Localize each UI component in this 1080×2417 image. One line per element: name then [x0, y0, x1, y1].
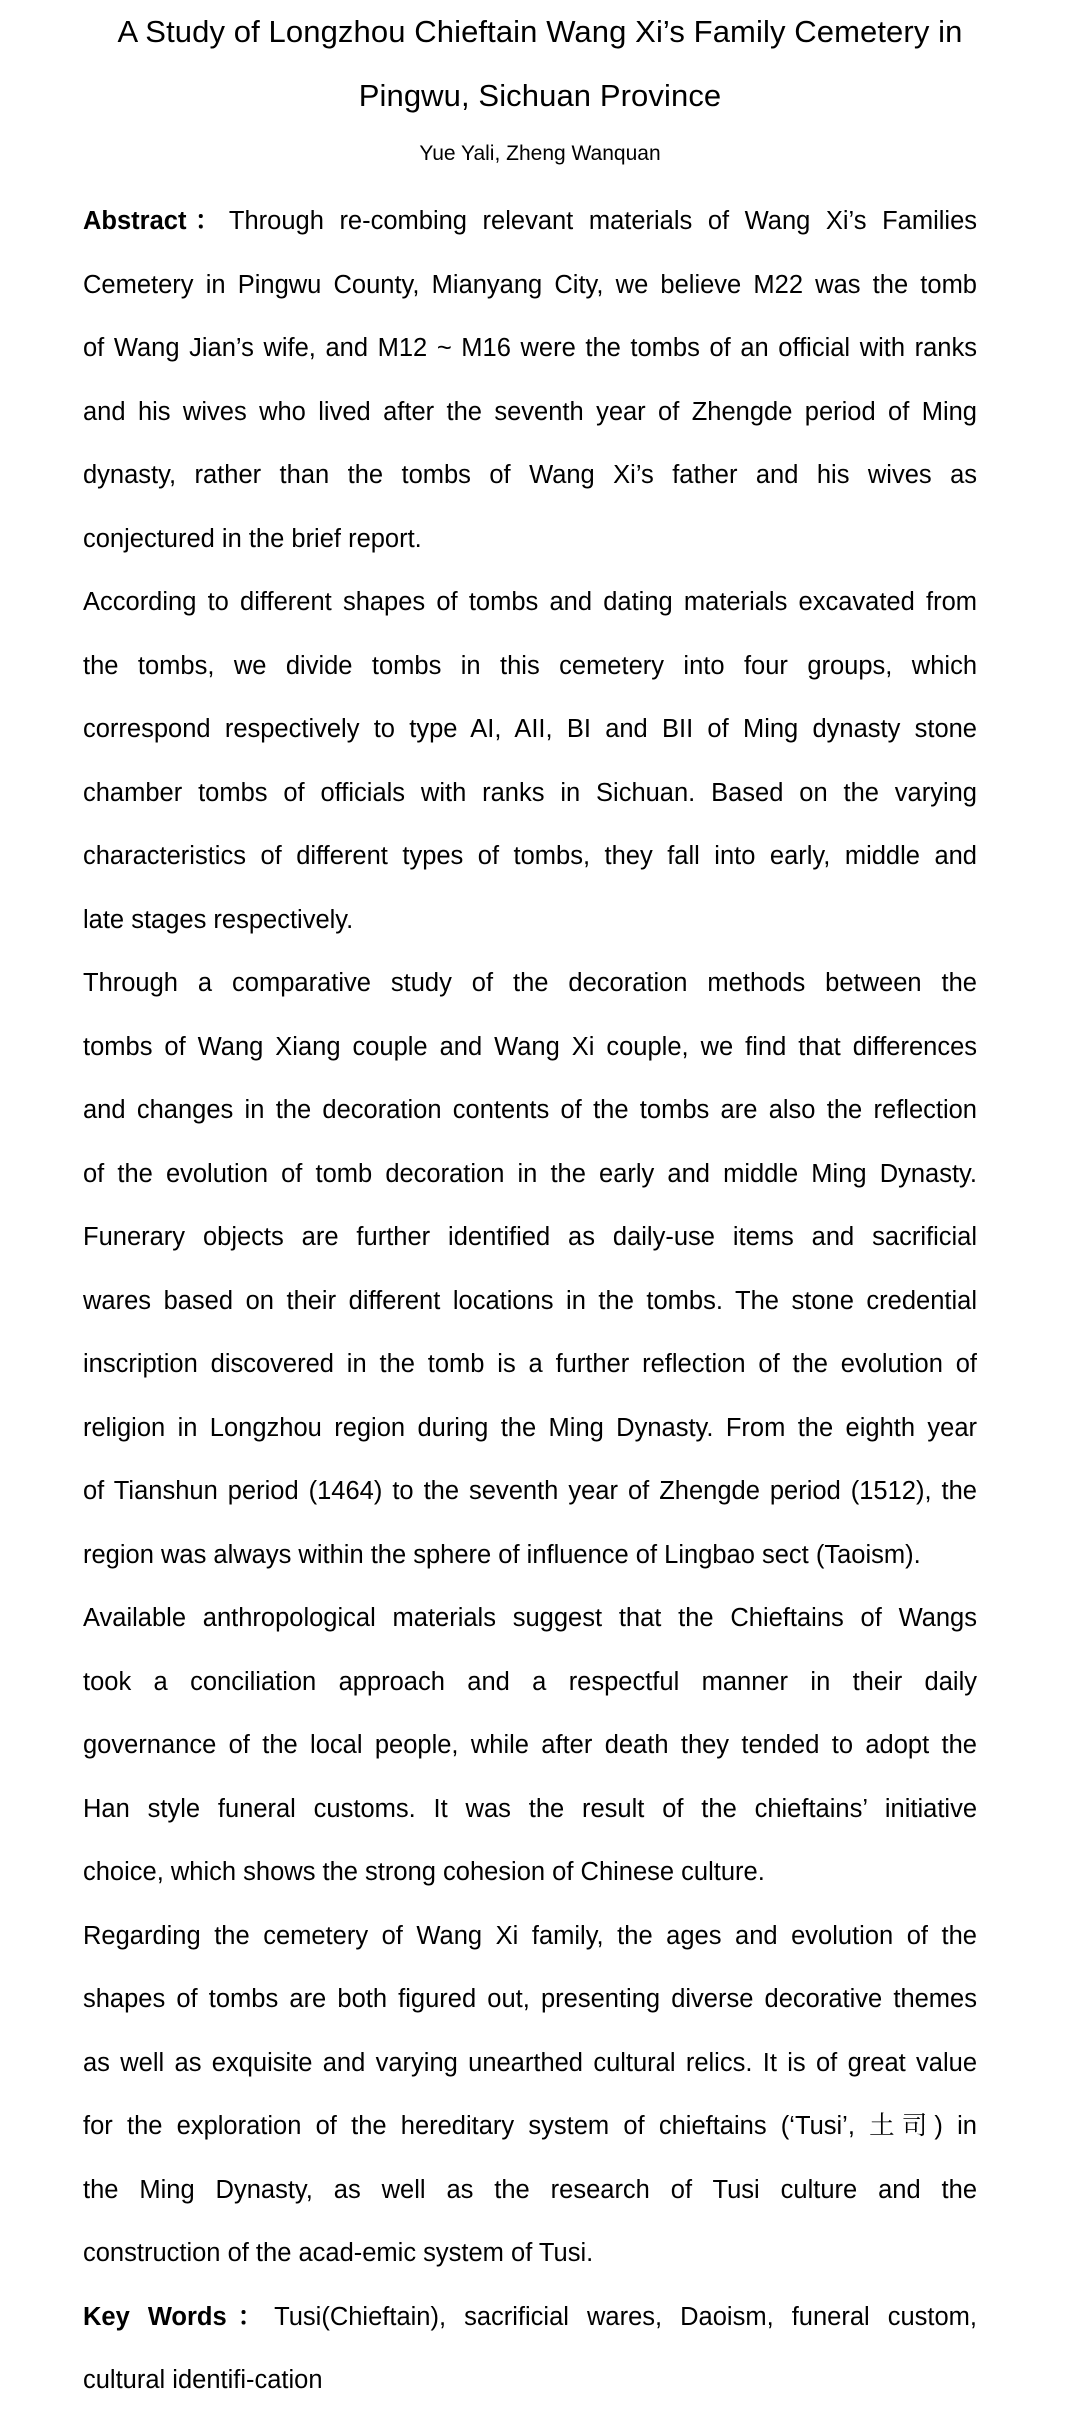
keywords-text: Tusi(Chieftain), sacrificial wares, Daoism, funeral custom,: [274, 2302, 977, 2331]
abstract-paragraph-3: [83, 952, 977, 1587]
abstract-paragraph-2: [83, 571, 977, 952]
text-line: characteristics of different types of tombs, they fall into early, middle and: [83, 842, 977, 870]
abstract-body: [83, 190, 977, 2413]
text-line: [83, 2286, 977, 2350]
text-line: for the exploration of the hereditary system of chieftains (‘Tusi’, 土司) in: [83, 2112, 977, 2140]
text-line: According to different shapes of tombs and dating materials excavated from: [83, 588, 977, 616]
keywords-paragraph: [83, 2286, 977, 2413]
paper-authors: Yue Yali, Zheng Wanquan: [419, 142, 661, 165]
text-line: region was always within the sphere of influence of Lingbao sect (Taoism).: [83, 1540, 921, 1569]
text-line: chamber tombs of officials with ranks in Sichuan. Based on the varying: [83, 778, 977, 807]
text-line: Regarding the cemetery of Wang Xi family, the ages and evolution of the: [83, 1921, 977, 1950]
text-line: of Tianshun period (1464) to the seventh year of Zhengde period (1512), the: [83, 1477, 977, 1505]
text-line: Cemetery in Pingwu County, Mianyang City, we believe M22 was the tomb: [83, 270, 977, 299]
abstract-label: Abstract：: [83, 207, 229, 235]
text-line: Through a comparative study of the decoration methods between the: [83, 969, 977, 997]
text-line: late stages respectively.: [83, 905, 354, 934]
text-line: cultural identifi-cation: [83, 2366, 323, 2394]
text-line: conjectured in the brief report.: [83, 524, 422, 553]
text-line: shapes of tombs are both figured out, presenting diverse decorative themes: [83, 1985, 977, 2013]
text-line: Funerary objects are further identified as daily-use items and sacrificial: [83, 1223, 977, 1251]
text-line: and his wives who lived after the seventh year of Zhengde period of Ming: [83, 397, 977, 426]
text-line: construction of the acad-emic system of Tusi.: [83, 2239, 594, 2267]
keywords-label: Key Words：: [83, 2302, 275, 2331]
text-line: inscription discovered in the tomb is a further reflection of the evolution of: [83, 1350, 977, 1378]
text-line-content: Through re-combing relevant materials of Wang Xi’s Families: [228, 207, 977, 235]
text-line: Han style funeral customs. It was the result of the chieftains’ initiative: [83, 1794, 977, 1823]
text-line: as well as exquisite and varying unearthed cultural relics. It is of great value: [83, 2048, 977, 2077]
text-line: the tombs, we divide tombs in this cemetery into four groups, which: [83, 651, 977, 680]
text-line: the Ming Dynasty, as well as the research of Tusi culture and the: [83, 2175, 977, 2204]
text-line: wares based on their different locations in the tombs. The stone credential: [83, 1286, 977, 1315]
text-line: Available anthropological materials suggest that the Chieftains of Wangs: [83, 1604, 977, 1632]
text-line: choice, which shows the strong cohesion of Chinese culture.: [83, 1858, 765, 1886]
paper-title-line-2: Pingwu, Sichuan Province: [358, 78, 722, 113]
abstract-paragraph-1: [83, 190, 977, 571]
text-line: of Wang Jian’s wife, and M12 ~ M16 were the tombs of an official with ranks: [83, 334, 977, 362]
text-line: correspond respectively to type AI, AII, BI and BII of Ming dynasty stone: [83, 715, 977, 743]
abstract-paragraph-5: [83, 1905, 977, 2286]
text-line: took a conciliation approach and a respectful manner in their daily: [83, 1667, 977, 1696]
paper-title-line-1: A Study of Longzhou Chieftain Wang Xi’s Family Cemetery in: [117, 14, 963, 49]
text-line: tombs of Wang Xiang couple and Wang Xi couple, we find that differences: [83, 1032, 977, 1061]
text-line: and changes in the decoration contents of the tombs are also the reflection: [83, 1096, 977, 1124]
text-line: dynasty, rather than the tombs of Wang Xi’s father and his wives as: [83, 461, 977, 489]
text-line: governance of the local people, while after death they tended to adopt the: [83, 1731, 977, 1759]
text-line: religion in Longzhou region during the Ming Dynasty. From the eighth year: [83, 1413, 977, 1442]
abstract-paragraph-4: [83, 1587, 977, 1905]
text-line: of the evolution of tomb decoration in the early and middle Ming Dynasty.: [83, 1159, 977, 1188]
text-line: [83, 190, 977, 254]
